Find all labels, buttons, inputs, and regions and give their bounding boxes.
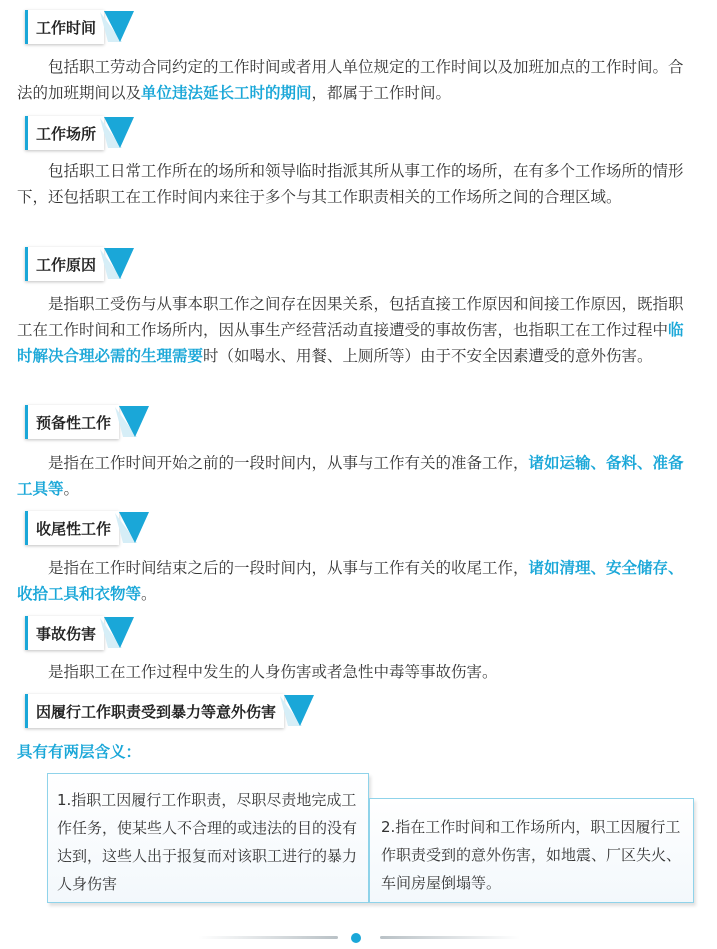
- triangle-marker-icon: [104, 247, 142, 281]
- section-paragraph: 包括职工日常工作所在的场所和领导临时指派其所从事工作的场所，在有多个工作场所的情形下，还包括职工在工作时间内来往于多个与其工作职责相关的工作场所之间的合理区域。: [17, 162, 684, 206]
- section-label-workplace: [25, 116, 142, 150]
- paragraph-text: ，都属于工作时间。: [311, 84, 452, 102]
- divider-line-left: [198, 936, 338, 939]
- section-title: 事故伤害: [25, 616, 104, 650]
- section-title: 因履行工作职责受到暴力等意外伤害: [25, 694, 284, 728]
- triangle-marker-icon: [119, 405, 157, 439]
- highlight-text: 临时解决合理必需的生理需要: [17, 321, 684, 365]
- meaning-box-2: 2.指在工作时间和工作场所内，职工因履行工作职责受到的意外伤害，如地震、厂区失火、车间房屋倒塌等。: [369, 798, 694, 903]
- paragraph-text: 包括职工劳动合同约定的工作时间或者用人单位规定的工作时间以及加班加点的工作时间。合法的加班期间以及: [17, 58, 684, 102]
- section-paragraph: 是指职工在工作过程中发生的人身伤害或者急性中毒等事故伤害。: [48, 663, 498, 681]
- section-label-violence-injury: [25, 694, 322, 728]
- triangle-marker-icon: [119, 511, 157, 545]
- section-label-closing-work: [25, 511, 157, 545]
- divider-line-right: [380, 936, 520, 939]
- highlight-text: 单位违法延长工时的期间: [141, 84, 312, 102]
- meaning-box-1: 1.指职工因履行工作职责，尽职尽责地完成工作任务，使某些人不合理的或违法的目的没有达到，这些人出于报复而对该职工进行的暴力人身伤害: [47, 773, 369, 903]
- section-paragraph: [17, 54, 697, 106]
- paragraph-text: 时（如喝水、用餐、上厕所等）由于不安全因素遭受的意外伤害。: [203, 347, 653, 365]
- section-title: 收尾性工作: [25, 511, 119, 545]
- section-paragraph: [17, 450, 697, 502]
- section-label-preparatory-work: [25, 405, 157, 439]
- section-title: 工作原因: [25, 247, 104, 281]
- section-label-work-time: [25, 10, 142, 44]
- triangle-marker-icon: [284, 694, 322, 728]
- section-title: 预备性工作: [25, 405, 119, 439]
- triangle-marker-icon: [104, 10, 142, 44]
- section-title: 工作时间: [25, 10, 104, 44]
- meaning-heading: 具有有两层含义：: [17, 743, 142, 761]
- footer-divider: [0, 928, 717, 948]
- section-title: 工作场所: [25, 116, 104, 150]
- triangle-marker-icon: [104, 116, 142, 150]
- paragraph-text: 。: [63, 480, 80, 498]
- divider-dot-icon: [351, 933, 361, 943]
- section-label-work-cause: [25, 247, 142, 281]
- section-label-accident-injury: [25, 616, 142, 650]
- highlight-text: 诸如清理、安全储存、收拾工具和衣物等: [17, 559, 684, 603]
- paragraph-text: 是指在工作时间结束之后的一段时间内，从事与工作有关的收尾工作，: [48, 559, 529, 577]
- triangle-marker-icon: [104, 616, 142, 650]
- paragraph-text: 是指职工受伤与从事本职工作之间存在因果关系，包括直接工作原因和间接工作原因，既指职工在工作时间和工作场所内，因从事生产经营活动直接遭受的事故伤害，也指职工在工作过程中: [17, 295, 684, 339]
- paragraph-text: 是指在工作时间开始之前的一段时间内，从事与工作有关的准备工作，: [48, 454, 529, 472]
- highlight-text: 诸如运输、备料、准备工具等: [17, 454, 684, 498]
- paragraph-text: 。: [141, 585, 157, 603]
- section-paragraph: [17, 291, 697, 369]
- section-paragraph: [17, 555, 697, 607]
